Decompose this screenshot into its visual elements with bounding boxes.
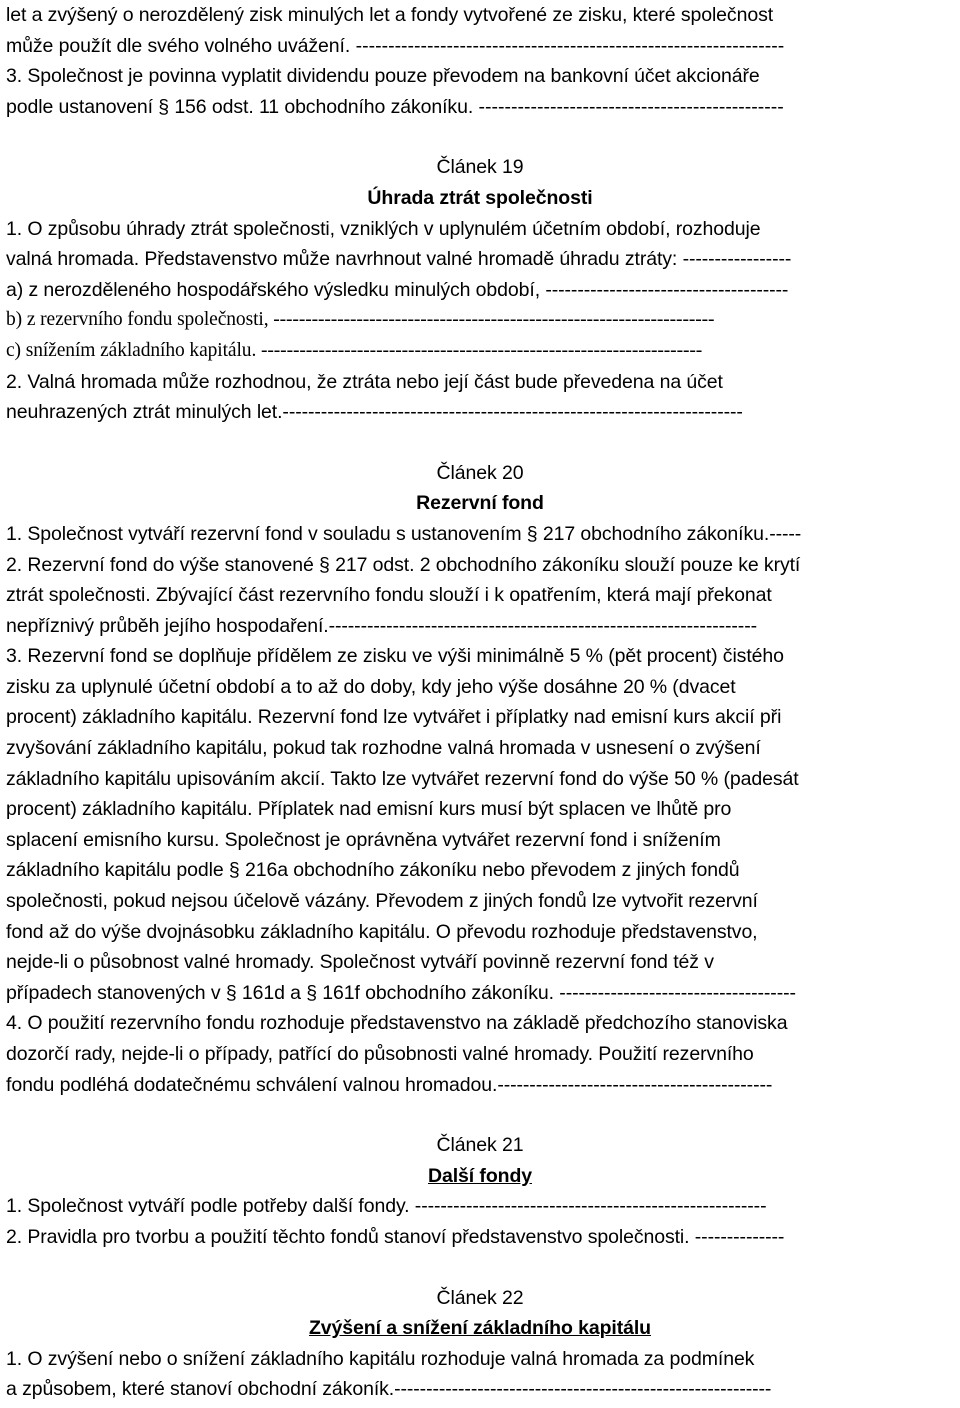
- article-19-p2-line-1: 2. Valná hromada může rozhodnou, že ztráta nebo její část bude převedena na účet: [6, 370, 723, 393]
- intro-line-3: 3. Společnost je povinna vyplatit dividendu pouze převodem na bankovní účet akcionáře: [6, 65, 760, 88]
- article-20-p3-line-4: zvyšování základního kapitálu, pokud tak rozhodne valná hromada v usnesení o zvýšení: [6, 737, 761, 760]
- article-21-title: Další fondy: [428, 1164, 532, 1187]
- article-21-heading: Článek 21: [436, 1134, 524, 1157]
- article-20-p3-line-6: procent) základního kapitálu. Příplatek nad emisní kurs musí být splacen ve lhůtě pro: [6, 798, 732, 821]
- article-20-p3-line-8: základního kapitálu podle § 216a obchodního zákoníku nebo převodem z jiných fondů: [6, 859, 740, 882]
- article-20-p2-line-2: ztrát společnosti. Zbývající část rezervního fondu slouží i k opatřením, která mají překonat: [6, 584, 772, 607]
- article-19-heading: Článek 19: [436, 156, 524, 179]
- article-20-p3-line-2: zisku za uplynulé účetní období a to až do doby, kdy jeho výše dosáhne 20 % (dvacet: [6, 675, 736, 698]
- article-19-item-a: a) z nerozděleného hospodářského výsledku minulých období, --------------------------------------: [6, 278, 789, 301]
- intro-line-2-text: může použít dle svého volného uvážení.: [6, 34, 351, 57]
- article-19-p1-line-2: valná hromada. Představenstvo může navrhnout valné hromadě úhradu ztráty: -----------------: [6, 248, 792, 271]
- intro-line-4: [6, 92, 954, 123]
- article-20-p3-line-7: splacení emisního kursu. Společnost je oprávněna vytvářet rezervní fond i snížením: [6, 828, 721, 851]
- intro-line-4-dashes: -----------------------------------------------: [473, 95, 784, 118]
- article-20-p3-line-9: společnosti, pokud nejsou účelově vázány. Převodem z jiných fondů lze vytvořit rezervní: [6, 890, 758, 913]
- article-20-p4-line-1: 4. O použití rezervního fondu rozhoduje představenstvo na základě předchozího stanoviska: [6, 1012, 788, 1035]
- intro-line-2: [6, 31, 954, 62]
- article-20-p3-line-5: základního kapitálu upisováním akcií. Takto lze vytvářet rezervní fond do výše 50 % (padesát: [6, 767, 799, 790]
- article-21-p2: 2. Pravidla pro tvorbu a použití těchto fondů stanoví představenstvo společnosti. --------------: [6, 1225, 785, 1248]
- intro-line-1: let a zvýšený o nerozdělený zisk minulých let a fondy vytvořené ze zisku, které společnost: [6, 4, 774, 26]
- article-20-heading: Článek 20: [436, 461, 524, 484]
- article-19-item-b: b) z rezervního fondu společnosti, ---------------------------------------------------------------------: [6, 309, 715, 331]
- article-19-item-c: c) snížením základního kapitálu. ---------------------------------------------------------------------: [6, 339, 703, 361]
- article-20-p2-line-1: 2. Rezervní fond do výše stanovené § 217 odst. 2 obchodního zákoníku slouží pouze ke krytí: [6, 553, 801, 576]
- article-20-p4-line-2: dozorčí rady, nejde-li o případy, patřící do působnosti valné hromady. Použití rezervního: [6, 1043, 754, 1065]
- article-19-p2-line-2: neuhrazených ztrát minulých let.------------------------------------------------------------------------: [6, 401, 743, 424]
- article-20-p4-line-3: fondu podléhá dodatečnému schválení valnou hromadou.-------------------------------------------: [6, 1073, 773, 1096]
- article-22-heading: Článek 22: [436, 1286, 524, 1309]
- article-19-p1-line-1: 1. O způsobu úhrady ztrát společnosti, vzniklých v uplynulém účetním období, rozhoduje: [6, 217, 761, 240]
- article-20-p2-line-3: nepříznivý průběh jejího hospodaření.-------------------------------------------------------------------: [6, 614, 757, 637]
- article-20-p3-line-12: případech stanovených v § 161d a § 161f obchodního zákoníku. -------------------------------------: [6, 981, 796, 1004]
- intro-line-4-text: podle ustanovení § 156 odst. 11 obchodního zákoníku.: [6, 95, 474, 118]
- article-19-title: Úhrada ztrát společnosti: [367, 186, 593, 209]
- article-20-title: Rezervní fond: [416, 492, 544, 515]
- article-21-p1: 1. Společnost vytváří podle potřeby další fondy. -------------------------------------------------------: [6, 1195, 767, 1218]
- article-20-p3-line-10: fond až do výše dvojnásobku základního kapitálu. O převodu rozhoduje představenstvo,: [6, 920, 758, 943]
- article-20-p1: 1. Společnost vytváří rezervní fond v souladu s ustanovením § 217 obchodního zákoníku.-----: [6, 522, 802, 545]
- article-22-p1-line-2: a způsobem, které stanoví obchodní zákoník.-----------------------------------------------------------: [6, 1378, 772, 1401]
- article-20-p3-line-11: nejde-li o působnost valné hromady. Společnost vytváří povinně rezervní fond též v: [6, 951, 714, 974]
- article-22-title: Zvýšení a snížení základního kapitálu: [309, 1317, 651, 1340]
- article-22-p1-line-1: 1. O zvýšení nebo o snížení základního kapitálu rozhoduje valná hromada za podmínek: [6, 1347, 755, 1370]
- article-20-p3-line-3: procent) základního kapitálu. Rezervní fond lze vytvářet i příplatky nad emisní kurs akcií při: [6, 706, 782, 729]
- article-20-p3-line-1: 3. Rezervní fond se doplňuje přídělem ze zisku ve výši minimálně 5 % (pět procent) čistého: [6, 645, 784, 668]
- intro-line-2-dashes: ------------------------------------------------------------------: [350, 34, 785, 57]
